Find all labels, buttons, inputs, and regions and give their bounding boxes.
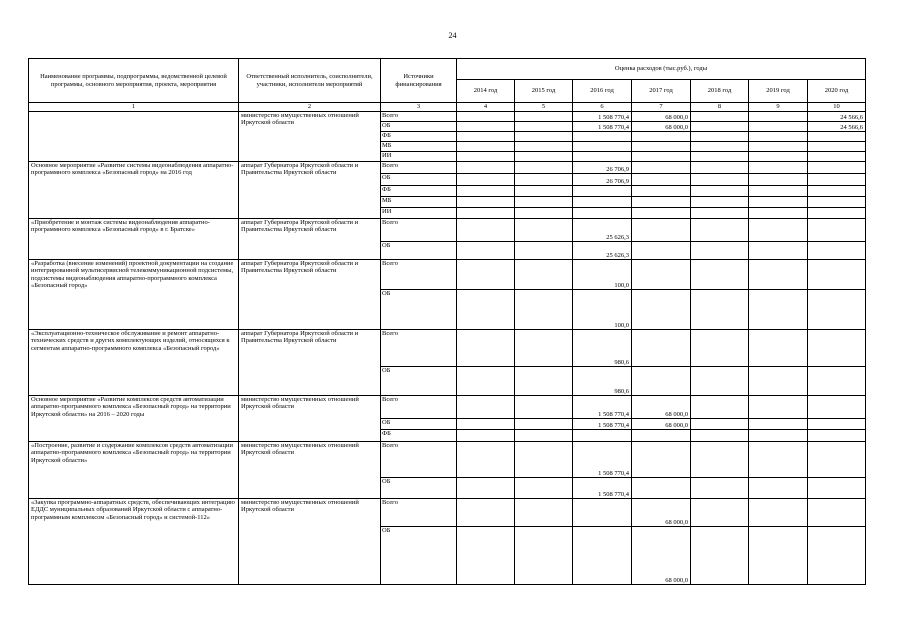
value-2014 xyxy=(457,478,515,499)
value-2014 xyxy=(457,208,515,219)
column-index: 4 xyxy=(457,103,515,112)
value-2014 xyxy=(457,290,515,330)
value-2015 xyxy=(515,208,573,219)
responsible-executor: аппарат Губернатора Иркутской области и Правительства Иркутской области xyxy=(239,219,381,260)
table-row xyxy=(29,219,866,242)
funding-source: ОБ xyxy=(381,174,457,186)
value-2017 xyxy=(632,174,691,186)
value-2017: 68 000,0 xyxy=(632,499,691,527)
value-2015 xyxy=(515,112,573,122)
value-2016 xyxy=(573,208,632,219)
value-2016: 980,6 xyxy=(573,367,632,396)
value-2019 xyxy=(749,330,808,367)
value-2016: 1 508 770,4 xyxy=(573,442,632,478)
column-index: 6 xyxy=(573,103,632,112)
value-2015 xyxy=(515,527,573,585)
funding-source: ОБ xyxy=(381,290,457,330)
value-2018 xyxy=(691,174,749,186)
value-2017: 68 000,0 xyxy=(632,112,691,122)
funding-source: Всего xyxy=(381,112,457,122)
value-2014 xyxy=(457,527,515,585)
value-2019 xyxy=(749,122,808,132)
value-2015 xyxy=(515,132,573,142)
value-2017 xyxy=(632,162,691,174)
value-2017: 68 000,0 xyxy=(632,419,691,430)
value-2020 xyxy=(808,442,866,478)
value-2017 xyxy=(632,142,691,152)
value-2016 xyxy=(573,430,632,442)
value-2015 xyxy=(515,430,573,442)
value-2016: 25 626,3 xyxy=(573,219,632,242)
value-2016 xyxy=(573,132,632,142)
value-2018 xyxy=(691,527,749,585)
value-2020 xyxy=(808,152,866,162)
value-2016: 25 626,3 xyxy=(573,242,632,260)
column-index: 8 xyxy=(691,103,749,112)
value-2018 xyxy=(691,186,749,197)
responsible-executor: аппарат Губернатора Иркутской области и Правительства Иркутской области xyxy=(239,330,381,396)
value-2016: 26 706,9 xyxy=(573,174,632,186)
funding-source: ОБ xyxy=(381,419,457,430)
funding-source: ФБ xyxy=(381,132,457,142)
value-2020 xyxy=(808,290,866,330)
header-year: 2017 год xyxy=(632,80,691,103)
value-2020 xyxy=(808,132,866,142)
funding-source: Всего xyxy=(381,260,457,290)
value-2018 xyxy=(691,242,749,260)
value-2017 xyxy=(632,442,691,478)
column-index: 1 xyxy=(29,103,239,112)
activity-name: «Закупка программно-аппаратных средств, обеспечивающих интеграцию ЕДДС муниципальных образований Иркутской области с аппаратно-программным комплексом «Безопасный город» и системой-112» xyxy=(29,499,239,585)
value-2015 xyxy=(515,478,573,499)
value-2019 xyxy=(749,208,808,219)
value-2020 xyxy=(808,419,866,430)
value-2015 xyxy=(515,219,573,242)
value-2016 xyxy=(573,499,632,527)
value-2016: 1 508 770,4 xyxy=(573,396,632,419)
value-2019 xyxy=(749,112,808,122)
value-2019 xyxy=(749,242,808,260)
value-2019 xyxy=(749,290,808,330)
value-2020 xyxy=(808,162,866,174)
value-2014 xyxy=(457,367,515,396)
value-2017 xyxy=(632,186,691,197)
value-2018 xyxy=(691,162,749,174)
value-2016: 980,6 xyxy=(573,330,632,367)
funding-source: ИИ xyxy=(381,152,457,162)
value-2020: 24 566,6 xyxy=(808,112,866,122)
funding-source: Всего xyxy=(381,219,457,242)
value-2018 xyxy=(691,396,749,419)
value-2015 xyxy=(515,242,573,260)
value-2020 xyxy=(808,197,866,208)
value-2019 xyxy=(749,430,808,442)
value-2019 xyxy=(749,367,808,396)
value-2020 xyxy=(808,478,866,499)
table-body xyxy=(29,59,866,585)
value-2014 xyxy=(457,430,515,442)
value-2018 xyxy=(691,132,749,142)
value-2018 xyxy=(691,478,749,499)
value-2018 xyxy=(691,152,749,162)
value-2017 xyxy=(632,260,691,290)
value-2018 xyxy=(691,367,749,396)
value-2016 xyxy=(573,197,632,208)
header-responsible: Ответственный исполнитель, соисполнители, участники, исполнители мероприятий xyxy=(239,59,381,103)
funding-source: ФБ xyxy=(381,430,457,442)
value-2014 xyxy=(457,419,515,430)
header-source: Источники финансирования xyxy=(381,59,457,103)
value-2015 xyxy=(515,152,573,162)
budget-table xyxy=(28,58,866,585)
table-row xyxy=(29,112,866,122)
value-2019 xyxy=(749,527,808,585)
value-2014 xyxy=(457,162,515,174)
activity-name: «Построение, развитие и содержание комплексов средств автоматизации аппаратно-программного комплекса «Безопасный город» на территории Иркутской области» xyxy=(29,442,239,499)
value-2014 xyxy=(457,330,515,367)
value-2016: 26 706,9 xyxy=(573,162,632,174)
value-2018 xyxy=(691,442,749,478)
value-2015 xyxy=(515,122,573,132)
activity-name xyxy=(29,112,239,162)
value-2014 xyxy=(457,260,515,290)
value-2017 xyxy=(632,208,691,219)
value-2015 xyxy=(515,442,573,478)
value-2020 xyxy=(808,242,866,260)
value-2014 xyxy=(457,174,515,186)
value-2018 xyxy=(691,260,749,290)
column-index: 10 xyxy=(808,103,866,112)
value-2017 xyxy=(632,152,691,162)
value-2016 xyxy=(573,152,632,162)
value-2019 xyxy=(749,197,808,208)
header-estimate: Оценка расходов (тыс.руб.), годы xyxy=(457,59,866,80)
value-2015 xyxy=(515,260,573,290)
activity-name: «Приобретение и монтаж системы видеонаблюдения аппаратно-программного комплекса «Безопасный город» в г. Братске» xyxy=(29,219,239,260)
value-2018 xyxy=(691,419,749,430)
table-row xyxy=(29,260,866,290)
value-2015 xyxy=(515,197,573,208)
value-2014 xyxy=(457,219,515,242)
value-2019 xyxy=(749,419,808,430)
header-year: 2016 год xyxy=(573,80,632,103)
value-2020 xyxy=(808,142,866,152)
funding-source: ИИ xyxy=(381,208,457,219)
value-2020 xyxy=(808,219,866,242)
value-2018 xyxy=(691,290,749,330)
value-2017 xyxy=(632,330,691,367)
value-2019 xyxy=(749,260,808,290)
column-index: 2 xyxy=(239,103,381,112)
responsible-executor: министерство имущественных отношений Иркутской области xyxy=(239,396,381,442)
funding-source: Всего xyxy=(381,396,457,419)
value-2019 xyxy=(749,186,808,197)
value-2019 xyxy=(749,132,808,142)
funding-source: ОБ xyxy=(381,242,457,260)
table-row xyxy=(29,442,866,478)
header-year: 2015 год xyxy=(515,80,573,103)
value-2017 xyxy=(632,290,691,330)
value-2018 xyxy=(691,112,749,122)
funding-source: ОБ xyxy=(381,367,457,396)
value-2018 xyxy=(691,219,749,242)
table-row xyxy=(29,162,866,174)
value-2017 xyxy=(632,219,691,242)
funding-source: ОБ xyxy=(381,478,457,499)
funding-source: Всего xyxy=(381,442,457,478)
value-2015 xyxy=(515,186,573,197)
header-year: 2014 год xyxy=(457,80,515,103)
value-2016: 1 508 770,4 xyxy=(573,112,632,122)
value-2014 xyxy=(457,132,515,142)
table-row xyxy=(29,330,866,367)
value-2017: 68 000,0 xyxy=(632,396,691,419)
value-2017 xyxy=(632,197,691,208)
activity-name: «Эксплуатационно-техническое обслуживание и ремонт аппаратно-технических средств и других комплектующих изделий, относящихся к сегментам аппаратно-программного комплекса «Безопасный город» xyxy=(29,330,239,396)
value-2016: 1 508 770,4 xyxy=(573,419,632,430)
value-2018 xyxy=(691,430,749,442)
column-index: 5 xyxy=(515,103,573,112)
value-2014 xyxy=(457,242,515,260)
column-index: 9 xyxy=(749,103,808,112)
value-2020 xyxy=(808,174,866,186)
funding-source: ОБ xyxy=(381,122,457,132)
value-2016: 100,0 xyxy=(573,290,632,330)
funding-source: Всего xyxy=(381,499,457,527)
table-row xyxy=(29,396,866,419)
value-2015 xyxy=(515,330,573,367)
responsible-executor: министерство имущественных отношений Иркутской области xyxy=(239,499,381,585)
responsible-executor: аппарат Губернатора Иркутской области и Правительства Иркутской области xyxy=(239,260,381,330)
funding-source: Всего xyxy=(381,162,457,174)
value-2020 xyxy=(808,367,866,396)
value-2019 xyxy=(749,152,808,162)
header-name: Наименование программы, подпрограммы, ведомственной целевой программы, основного мероприятия, проекта, мероприятия xyxy=(29,59,239,103)
column-index: 3 xyxy=(381,103,457,112)
value-2015 xyxy=(515,162,573,174)
value-2017 xyxy=(632,478,691,499)
value-2016 xyxy=(573,527,632,585)
value-2019 xyxy=(749,219,808,242)
value-2015 xyxy=(515,174,573,186)
index-row xyxy=(29,103,866,112)
funding-source: МБ xyxy=(381,142,457,152)
value-2014 xyxy=(457,186,515,197)
value-2019 xyxy=(749,442,808,478)
value-2015 xyxy=(515,367,573,396)
value-2016: 100,0 xyxy=(573,260,632,290)
value-2014 xyxy=(457,152,515,162)
value-2016: 1 508 770,4 xyxy=(573,122,632,132)
value-2018 xyxy=(691,197,749,208)
value-2020 xyxy=(808,208,866,219)
responsible-executor: министерство имущественных отношений Иркутской области xyxy=(239,112,381,162)
funding-source: Всего xyxy=(381,330,457,367)
value-2016: 1 508 770,4 xyxy=(573,478,632,499)
value-2017: 68 000,0 xyxy=(632,527,691,585)
header-year: 2019 год xyxy=(749,80,808,103)
table-row xyxy=(29,499,866,527)
value-2015 xyxy=(515,290,573,330)
value-2020 xyxy=(808,330,866,367)
value-2020: 24 566,6 xyxy=(808,122,866,132)
value-2020 xyxy=(808,186,866,197)
value-2017 xyxy=(632,242,691,260)
value-2014 xyxy=(457,142,515,152)
value-2016 xyxy=(573,186,632,197)
value-2014 xyxy=(457,112,515,122)
value-2020 xyxy=(808,396,866,419)
value-2020 xyxy=(808,499,866,527)
value-2019 xyxy=(749,499,808,527)
value-2020 xyxy=(808,527,866,585)
value-2015 xyxy=(515,419,573,430)
value-2015 xyxy=(515,396,573,419)
value-2016 xyxy=(573,142,632,152)
column-index: 7 xyxy=(632,103,691,112)
header-year: 2018 год xyxy=(691,80,749,103)
value-2014 xyxy=(457,122,515,132)
value-2014 xyxy=(457,396,515,419)
value-2014 xyxy=(457,499,515,527)
activity-name: Основное мероприятие «Развитие системы видеонаблюдения аппаратно-программного комплекса «Безопасный город» на 2016 год xyxy=(29,162,239,219)
responsible-executor: министерство имущественных отношений Иркутской области xyxy=(239,442,381,499)
header-row-1 xyxy=(29,59,866,80)
value-2014 xyxy=(457,197,515,208)
page-number: 24 xyxy=(448,31,457,40)
value-2017 xyxy=(632,430,691,442)
value-2015 xyxy=(515,142,573,152)
funding-source: МБ xyxy=(381,197,457,208)
value-2017 xyxy=(632,132,691,142)
funding-source: ОБ xyxy=(381,527,457,585)
value-2020 xyxy=(808,260,866,290)
value-2018 xyxy=(691,208,749,219)
value-2019 xyxy=(749,174,808,186)
funding-source: ФБ xyxy=(381,186,457,197)
value-2019 xyxy=(749,396,808,419)
value-2017 xyxy=(632,367,691,396)
value-2020 xyxy=(808,430,866,442)
value-2019 xyxy=(749,478,808,499)
value-2017: 68 000,0 xyxy=(632,122,691,132)
value-2014 xyxy=(457,442,515,478)
value-2018 xyxy=(691,330,749,367)
value-2018 xyxy=(691,122,749,132)
value-2019 xyxy=(749,162,808,174)
activity-name: Основное мероприятие «Развитие комплексов средств автоматизации аппаратно-программного комплекса «Безопасный город» на территории Иркутской области» на 2016 – 2020 годы xyxy=(29,396,239,442)
responsible-executor: аппарат Губернатора Иркутской области и Правительства Иркутской области xyxy=(239,162,381,219)
header-year: 2020 год xyxy=(808,80,866,103)
value-2019 xyxy=(749,142,808,152)
value-2018 xyxy=(691,499,749,527)
activity-name: «Разработка (внесение изменений) проектной документации на создание интегрированной мультисервисной телекоммуникационной подсистемы, подсистемы видеонаблюдения аппаратно-программного комплекса «Безопасный город» xyxy=(29,260,239,330)
value-2015 xyxy=(515,499,573,527)
value-2018 xyxy=(691,142,749,152)
